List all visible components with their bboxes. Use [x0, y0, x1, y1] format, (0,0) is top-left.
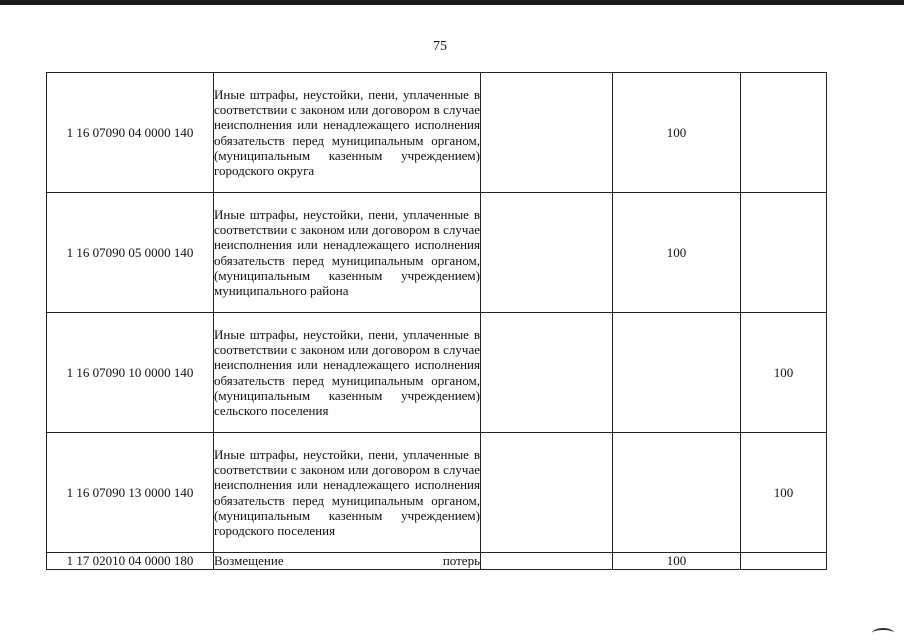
- revenue-code-cell: 1 17 02010 04 0000 180: [47, 553, 214, 570]
- revenue-description-cell: Возмещение потерь: [214, 553, 480, 568]
- value-cell-col3: [481, 313, 613, 433]
- page-number: 75: [433, 39, 447, 54]
- value-cell-col4: 100: [613, 193, 741, 313]
- revenue-table: [46, 72, 827, 570]
- table-row: [47, 313, 827, 433]
- revenue-code-cell: 1 16 07090 13 0000 140: [47, 433, 214, 553]
- value-cell-col5: [741, 73, 827, 193]
- table-row: [47, 553, 827, 570]
- value-cell-col3: [481, 553, 613, 570]
- table-row: [47, 433, 827, 553]
- value-cell-col3: [481, 193, 613, 313]
- value-cell-col4: 100: [613, 553, 741, 570]
- value-cell-col4: 100: [613, 73, 741, 193]
- value-cell-col5: [741, 553, 827, 570]
- revenue-description-cell: Иные штрафы, неустойки, пени, уплаченные в соответствии с законом или договором в случае неисполнения или ненадлежащего исполнения обязательств перед муниципальным органом, (муниципальным казенным учреждением) сельского поселения: [214, 313, 481, 433]
- table-row: [47, 193, 827, 313]
- revenue-code-cell: 1 16 07090 04 0000 140: [47, 73, 214, 193]
- scan-edge-mark: [872, 628, 894, 638]
- value-cell-col5: [741, 193, 827, 313]
- revenue-description-cell: Иные штрафы, неустойки, пени, уплаченные в соответствии с законом или договором в случае неисполнения или ненадлежащего исполнения обязательств перед муниципальным органом, (муниципальным казенным учреждением) городского округа: [214, 73, 481, 193]
- value-cell-col4: [613, 313, 741, 433]
- table-row: [47, 73, 827, 193]
- value-cell-col5: 100: [741, 313, 827, 433]
- value-cell-col3: [481, 433, 613, 553]
- revenue-code-cell: 1 16 07090 10 0000 140: [47, 313, 214, 433]
- revenue-code-cell: 1 16 07090 05 0000 140: [47, 193, 214, 313]
- revenue-description-cell: Иные штрафы, неустойки, пени, уплаченные в соответствии с законом или договором в случае неисполнения или ненадлежащего исполнения обязательств перед муниципальным органом, (муниципальным казенным учреждением) муниципального района: [214, 193, 481, 313]
- top-border-rule: [0, 0, 904, 5]
- value-cell-col4: [613, 433, 741, 553]
- revenue-description-cell: Иные штрафы, неустойки, пени, уплаченные в соответствии с законом или договором в случае неисполнения или ненадлежащего исполнения обязательств перед муниципальным органом, (муниципальным казенным учреждением) городского поселения: [214, 433, 481, 553]
- value-cell-col5: 100: [741, 433, 827, 553]
- value-cell-col3: [481, 73, 613, 193]
